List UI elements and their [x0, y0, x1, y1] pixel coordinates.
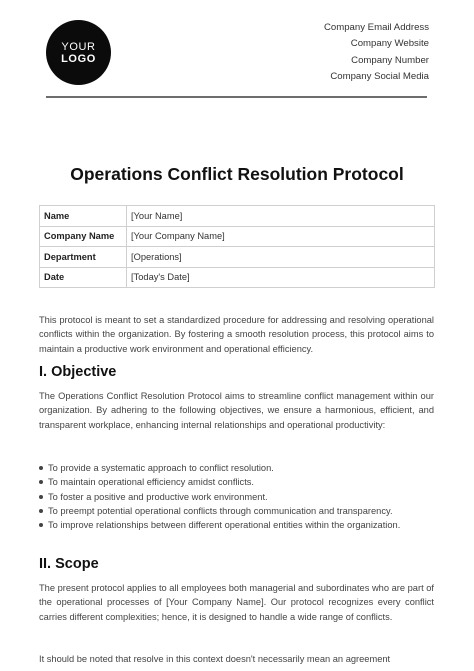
- list-item-text: To preempt potential operational conflicts through communication and transparency.: [48, 505, 393, 516]
- company-number: Company Number: [351, 54, 429, 66]
- date-value: [Today's Date]: [127, 267, 435, 288]
- objective-paragraph: The Operations Conflict Resolution Protocol aims to streamline conflict management within our organization. By adhering to the following objectives, we ensure a harmonious, efficient, and transparent workplace, enhancing internal relationships and operational productivity:: [39, 391, 434, 430]
- list-item: [39, 504, 434, 518]
- logo-text-line2: LOGO: [61, 52, 96, 65]
- table-row: [40, 206, 435, 227]
- list-item: [39, 518, 434, 532]
- scope-paragraph-continued: It should be noted that resolve in this context doesn't necessarily mean an agreement: [39, 654, 391, 664]
- bullet-icon: [39, 480, 43, 484]
- objective-heading: I. Objective: [39, 364, 117, 380]
- list-item: [39, 475, 434, 489]
- logo-text-line1: YOUR: [61, 40, 96, 53]
- company-name-label: Company Name: [40, 226, 127, 247]
- list-item: [39, 461, 434, 475]
- bullet-icon: [39, 509, 43, 513]
- department-value: [Operations]: [127, 247, 435, 268]
- name-value: [Your Name]: [127, 206, 435, 227]
- scope-paragraph: The present protocol applies to all employees both managerial and subordinates who are part of the operational processes of [Your Company Name]. Our protocol recognizes every conflict carries different complexities; hence, it is designed to handle a wide range of conflicts.: [39, 583, 434, 622]
- intro-paragraph: This protocol is meant to set a standardized procedure for addressing and resolving operational conflicts within the organization. By fostering a smooth resolution process, this protocol aims to maintain a productive work environment and operational efficiency.: [39, 315, 434, 354]
- list-item-text: To foster a positive and productive work environment.: [48, 491, 268, 502]
- list-item-text: To provide a systematic approach to conflict resolution.: [48, 463, 274, 473]
- list-item-text: To improve relationships between different operational entities within the organization.: [48, 520, 401, 531]
- bullet-icon: [39, 495, 43, 499]
- table-row: [40, 267, 435, 288]
- department-label: Department: [40, 247, 127, 268]
- company-social-media: Company Social Media: [330, 70, 429, 82]
- document-title: Operations Conflict Resolution Protocol: [70, 164, 404, 184]
- list-item: [39, 490, 434, 504]
- company-name-value: [Your Company Name]: [127, 226, 435, 247]
- date-label: Date: [40, 267, 127, 288]
- table-row: [40, 247, 435, 268]
- scope-heading: II. Scope: [39, 556, 99, 572]
- company-logo: [46, 20, 111, 85]
- bullet-icon: [39, 523, 43, 527]
- company-contact-block: [324, 20, 429, 85]
- objective-list: [39, 461, 434, 532]
- company-email: Company Email Address: [323, 22, 429, 33]
- list-item-text: To maintain operational efficiency amidst conflicts.: [48, 477, 255, 488]
- header-divider: [46, 96, 427, 98]
- bullet-icon: [39, 466, 43, 470]
- name-label: Name: [40, 206, 127, 227]
- table-row: [40, 226, 435, 247]
- company-website: Company Website: [350, 38, 429, 50]
- info-table: [39, 205, 435, 288]
